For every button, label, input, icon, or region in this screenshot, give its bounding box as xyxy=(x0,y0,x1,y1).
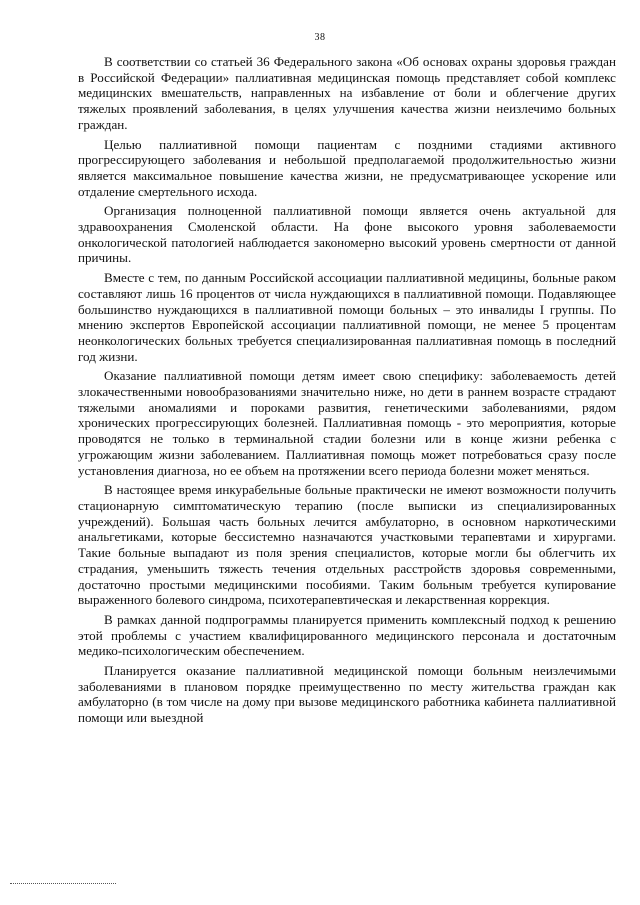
paragraph-6: В настоящее время инкурабельные больные практически не имеют возможности получить стационарную симптоматическую терапию (после выписки из специализированных учреждений). Большая часть больных лечится амбулаторно, в основном наркотическими анальгетиками, которые бессистемно назначаются участковыми терапевтами и хирургами. Такие больные выпадают из поля зрения специалистов, которые могли бы облегчить их страдания, уменьшить тяжесть течения отдельных расстройств здоровья современными, достаточно простыми медицинскими пособиями. Таким больным требуется купирование выраженного болевого синдрома, психотерапевтическая и лекарственная коррекция. xyxy=(78,482,616,608)
body-text xyxy=(78,54,616,730)
paragraph-2: Целью паллиативной помощи пациентам с поздними стадиями активного прогрессирующего заболевания и небольшой предполагаемой продолжительностью жизни является максимальное повышение качества жизни, не предусматривающее ускорение или отдаление смертельного исхода. xyxy=(78,136,616,199)
paragraph-7: В рамках данной подпрограммы планируется применить комплексный подход к решению этой проблемы с участием квалифицированного медицинского персонала и достаточным медико-психологическим обеспечением. xyxy=(78,611,616,659)
paragraph-3: Организация полноценной паллиативной помощи является очень актуальной для здравоохранения Смоленской области. На фоне высокого уровня заболеваемости онкологической патологией наблюдается закономерно высокий уровень смертности от данной причины. xyxy=(78,203,616,266)
paragraph-1: В соответствии со статьей 36 Федерального закона «Об основах охраны здоровья граждан в Российской Федерации» паллиативная медицинская помощь представляет собой комплекс медицинских вмешательств, направленных на избавление от боли и облегчение других тяжелых проявлений заболевания, в целях улучшения качества жизни неизлечимо больных граждан. xyxy=(78,54,616,132)
paragraph-5: Оказание паллиативной помощи детям имеет свою специфику: заболеваемость детей злокачественными новообразованиями значительно ниже, но дети в раннем возрасте страдают тяжелыми аномалиями и пороками развития, генетическими заболеваниями, рядом хронических прогрессирующих болезней. Паллиативная помощь - это мероприятия, которые проводятся не только в терминальной стадии болезни или в конце жизни ребенка с угрожающим жизни заболеванием. Паллиативная помощь может потребоваться сразу после установления диагноза, но ее объем на протяжении всего периода болезни может меняться. xyxy=(78,368,616,478)
footer-rule xyxy=(10,883,116,884)
paragraph-4: Вместе с тем, по данным Российской ассоциации паллиативной медицины, больные раком составляют лишь 16 процентов от числа нуждающихся в паллиативной помощи. Подавляющее большинство нуждающихся в паллиативной помощи больных – это инвалиды I группы. По мнению экспертов Европейской ассоциации паллиативной помощи, не менее 5 процентам неонкологических больных требуется специализированная паллиативная помощь в последний год жизни. xyxy=(78,270,616,364)
paragraph-8: Планируется оказание паллиативной медицинской помощи больным неизлечимыми заболеваниями в плановом порядке преимущественно по месту жительства граждан как амбулаторно (в том числе на дому при вызове медицинского работника кабинета паллиативной помощи или выездной xyxy=(78,663,616,726)
page-number: 38 xyxy=(314,32,326,43)
